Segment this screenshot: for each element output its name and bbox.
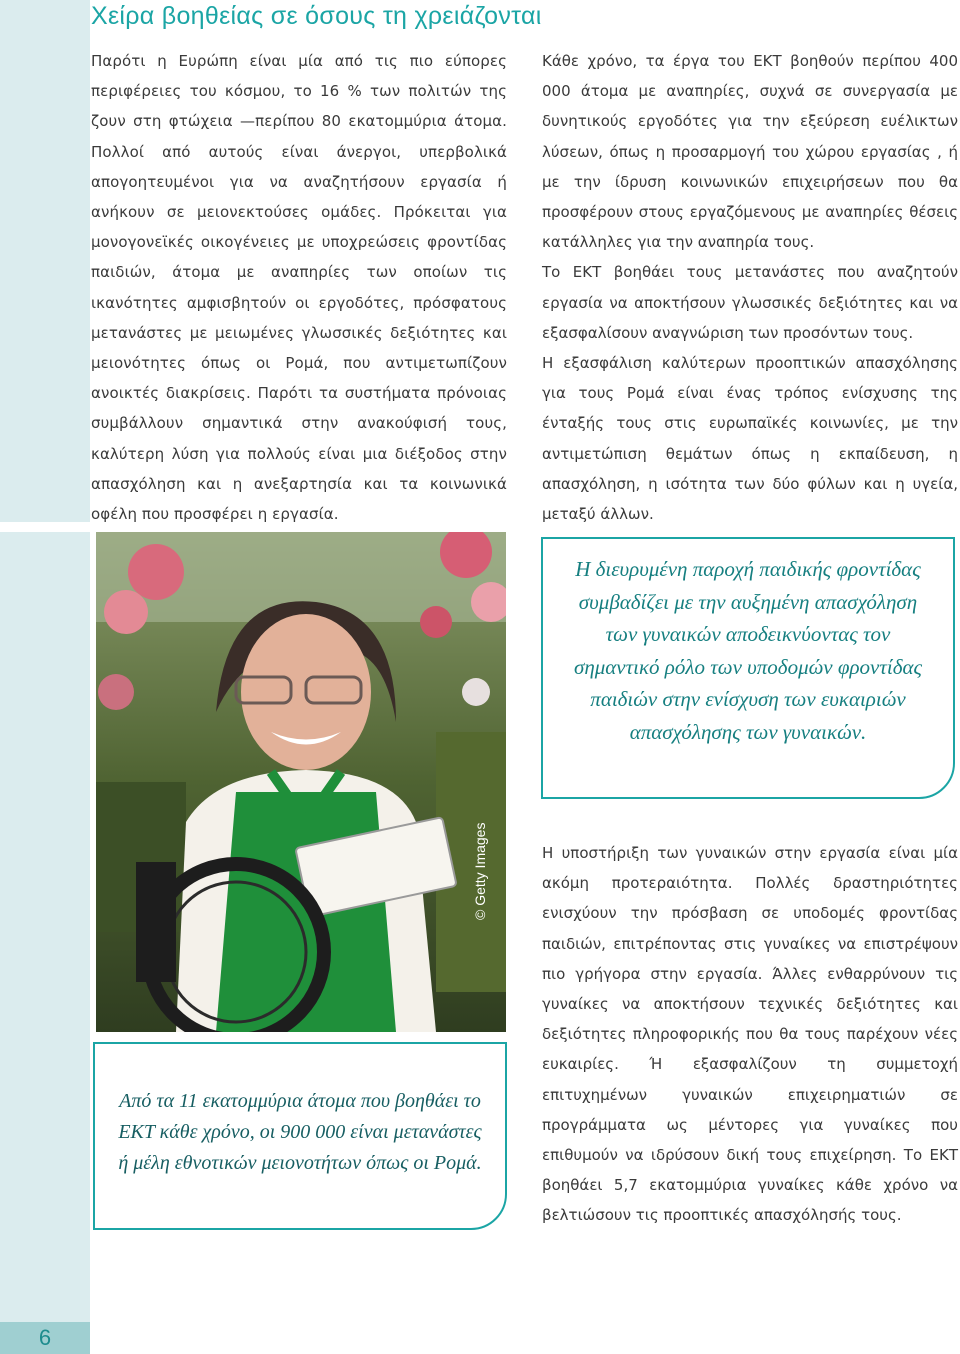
right-paragraph-3: Η εξασφάλιση καλύτερων προοπτικών απασχόλησης για τους Ρομά είναι ένας τρόπος ενίσχυσης της ένταξής τους στις ευρωπαϊκές κοινωνίες, με την αντιμετώπιση θεμάτων όπως η εκπαίδευση, η απασχόληση, η ισότητα των δύο φύλων και η υγεία, μεταξύ άλλων. — [542, 354, 958, 524]
pullquote-migrants — [93, 1042, 507, 1230]
bottom-paragraph: Η υποστήριξη των γυναικών στην εργασία είναι μία ακόμη προτεραιότητα. Πολλές δραστηριότητες ενισχύουν την πρόσβαση σε υποδομές φροντίδας παιδιών, επιτρέποντας στις γυναίκες να επιστρέψουν πιο γρήγορα στην εργασία. Άλλες ενθαρρύνουν τις γυναίκες να αποκτήσουν τεχνικές δεξιότητες και δεξιότητες πληροφορικής που θα τους παρέχουν νέες ευκαιρίες. Ή εξασφαλίζουν τη συμμετοχή επιτυχημένων γυναικών επιχειρηματιών σε προγράμματα ως μέντορες για γυναίκες που επιθυμούν να ιδρύσουν δική τους επιχείρηση. Το ΕΚΤ βοηθάει 5,7 εκατομμύρια γυναίκες κάθε χρόνο να βελτιώσουν τις προοπτικές απασχόλησής τους. — [542, 844, 958, 1225]
pullquote-childcare-text: Η διευρυμένη παροχή παιδικής φροντίδας συμβαδίζει με την αυξημένη απασχόληση των γυναικών αποδεικνύοντας τον σημαντικό ρόλο των υποδομών φροντίδας παιδιών στην ενίσχυση των ευκαιριών απασχόλησης των γυναικών. — [573, 557, 923, 744]
page-number: 6 — [0, 1322, 90, 1354]
left-text-column — [91, 46, 507, 529]
sidebar-strip-bottom — [0, 532, 90, 1322]
page-title: Χείρα βοηθείας σε όσους τη χρειάζονται — [91, 2, 542, 30]
photo-woman-in-wheelchair — [96, 532, 506, 1032]
right-paragraph-2: Το ΕΚΤ βοηθάει τους μετανάστες που αναζητούν εργασία να αποκτήσουν γλωσσικές δεξιότητες και να εξασφαλίσουν αναγνώριση των προσόντων τους. — [542, 263, 958, 342]
photo-credit: © Getty Images — [472, 822, 488, 920]
right-text-column — [542, 46, 958, 529]
sidebar-strip-top — [0, 0, 90, 522]
pullquote-migrants-text: Από τα 11 εκατομμύρια άτομα που βοηθάει το ΕΚΤ κάθε χρόνο, οι 900 000 είναι μετανάστες ή μέλη εθνοτικών μειονοτήτων όπως οι Ρομά. — [118, 1090, 482, 1174]
left-paragraph: Παρότι η Ευρώπη είναι μία από τις πιο εύπορες περιφέρειες του κόσμου, το 16 % των πολιτών της ζουν στη φτώχεια —περίπου 80 εκατομμύρια άτομα. Πολλοί από αυτούς είναι άνεργοι, υπερβολικά απογοητευμένοι για να αναζητήσουν εργασία ή ανήκουν σε μειονεκτούσες ομάδες. Πρόκειται για μονογονεϊκές οικογένειες με υποχρεώσεις φροντίδας παιδιών, άτομα με αναπηρίες των οποίων τις ικανότητες αμφισβητούν οι εργοδότες, πρόσφατους μετανάστες με μειωμένες γλωσσικές δεξιότητες και μειονότητες όπως οι Ρομά, που αντιμετωπίζουν ανοικτές διακρίσεις. Παρότι τα συστήματα πρόνοιας συμβάλλουν σημαντικά στην ανακούφισή τους, καλύτερη λύση για πολλούς είναι μια διέξοδος στην απασχόληση και η ανεξαρτησία και τα κοινωνικά οφέλη που προσφέρει η εργασία. — [91, 52, 507, 524]
right-paragraph-1: Κάθε χρόνο, τα έργα του ΕΚΤ βοηθούν περίπου 400 000 άτομα με αναπηρίες, συχνά σε συνεργασία με δυνητικούς εργοδότες για την εξεύρεση ευέλικτων λύσεων, όπως η προσαρμογή του χώρου εργασίας , ή με την ίδρυση κοινωνικών επιχειρήσεων που θα προσφέρουν στους εργαζόμενους με αναπηρίες θέσεις κατάλληλες για την αναπηρία τους. — [542, 52, 958, 252]
pullquote-childcare — [541, 537, 955, 799]
bottom-text-column — [542, 838, 958, 1231]
